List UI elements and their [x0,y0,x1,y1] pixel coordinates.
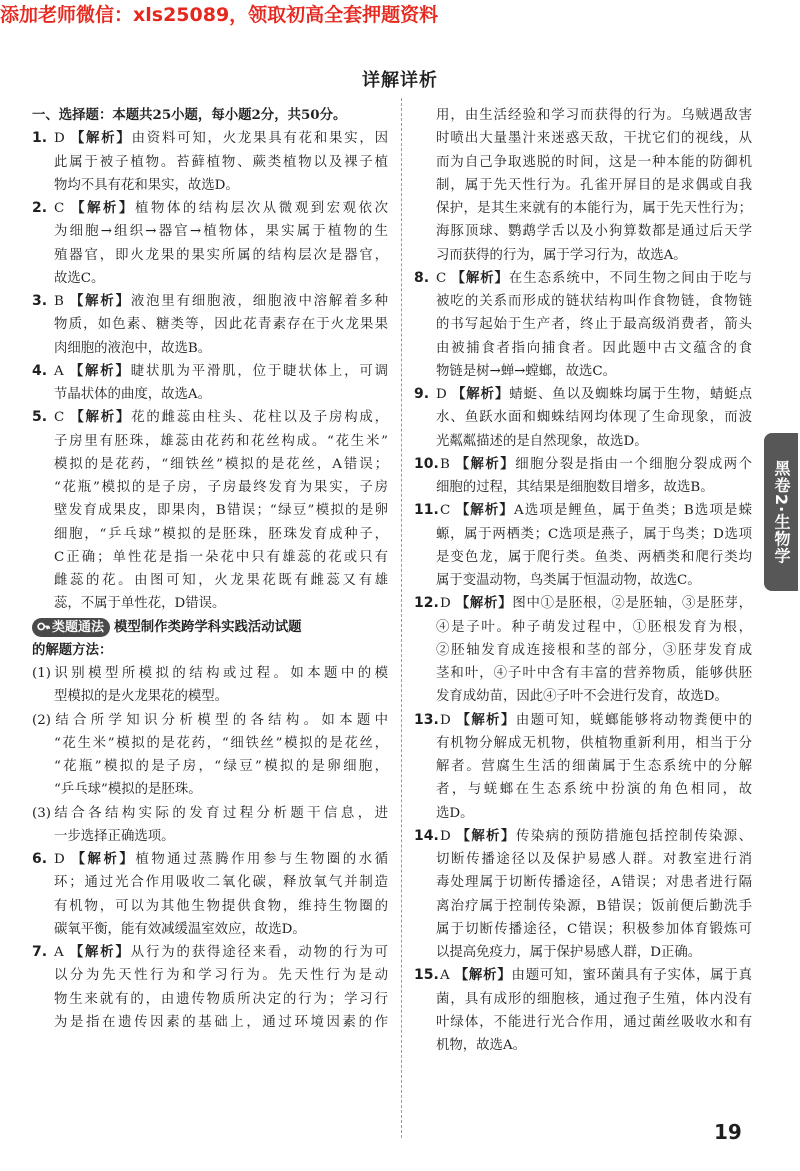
answer: D [440,828,451,844]
text-line: 螈，属于两栖类；C选项是燕子，属于鸟类；D选项 [436,526,752,542]
text-line: ④是子叶。种子萌发过程中，①胚根发育为根， [436,619,752,635]
text-line: ②胚轴发育成连接根和茎的部分，③胚芽发育成 [436,642,752,658]
question-15: 15.A 【解析】由题可知，蜜环菌具有子实体，属于真 [414,964,752,987]
question-8: 8. C 【解析】在生态系统中，不同生物之间由于吃与 [414,267,752,290]
text-line: 细胞的过程，其结果是细胞数目增多，故选B。 [436,480,714,495]
analysis-tag: 【解析】 [71,851,136,867]
text-line: 茎和叶，④子叶中含有丰富的营养物质，能够供胚 [436,666,752,681]
analysis-tag: 【解析】 [69,293,131,309]
analysis-tag: 【解析】 [71,200,135,216]
text-line: (3)结合各结构实际的发育过程分析题干信息，进 [32,805,388,821]
text-line: 为细胞→组织→器官→植物体，果实属于植物的生 [54,224,388,240]
text-line: 离治疗属于控制传染源，B错误；饭前便后勤洗手 [436,898,752,914]
text-line: 菌，具有成形的细胞核，通过孢子生殖，体内没有 [436,991,752,1007]
analysis-tag: 【解析】 [451,269,509,286]
text-line: 物生来就有的，由遗传物质所决定的行为；学习行 [54,991,388,1007]
text-line: 环；通过光合作用吸收二氧化碳，释放氧气并制造 [54,875,388,891]
method-title: 模型制作类跨学科实践活动试题 [114,618,302,635]
question-number: 14. [414,827,439,844]
question-number: 8. [414,269,430,286]
text-line: 为是指在遗传因素的基础上，通过环境因素的作 [54,1014,388,1030]
question-number: 12. [414,595,439,612]
text-line: 水、鱼跃水面和蜘蛛结网均体现了生命现象，而波 [436,410,752,426]
text-line: 被吃的关系而形成的链状结构叫作食物链，食物链 [436,294,752,309]
answer: D [440,596,451,612]
page-number: 19 [714,1120,742,1144]
text-line: 有机物，可以为其他生物提供食物，维持生物圈的 [54,898,388,914]
answer: A [54,945,64,960]
text-line: “花瓶”模拟的是子房，子房最终发育为果实，子房 [54,480,388,495]
question-number: 2. [32,200,48,216]
answer: D [440,712,451,728]
question-10: 10.B 【解析】细胞分裂是指由一个细胞分裂成两个 [414,453,752,476]
page-title: 详解详析 [362,70,438,91]
text-line: 海豚顶球、鹦鹉学舌以及小狗算数都是通过后天学 [436,224,752,240]
question-number: 13. [414,711,439,728]
analysis-tag: 【解析】 [70,409,132,426]
answer: C [54,410,65,426]
text-line: 用，由生活经验和学习而获得的行为。乌贼遇敌害 [436,108,752,123]
question-11: 11.C 【解析】A选项是鲤鱼，属于鱼类；B选项是蝾 [414,499,752,522]
right-column [414,104,752,1057]
analysis-tag: 【解析】 [454,967,512,984]
answer: D [436,387,447,402]
text-line: 以提高免疫力，属于保护易感人群，D正确。 [436,945,702,960]
method-badge: 类题通法 [32,618,110,637]
text-line: 型模拟的是火龙果花的模型。 [54,689,229,705]
answer: C [54,201,65,216]
text-line: “乒乓球”模拟的是胚珠。 [54,782,202,798]
text-line: (2)结合所学知识分析模型的各结构。如本题中 [32,712,388,728]
method-box-heading [32,616,388,639]
analysis-tag: 【解析】 [456,827,516,844]
text-line: 有机物分解成无机物，供植物重新利用，相当于分 [436,735,752,751]
text-line: 的书写起始于生产者，终止于最高级消费者，箭头 [436,317,752,333]
text-line: 模拟的是花药，“细铁丝”模拟的是花丝，A错误； [54,456,388,472]
answer: B [440,456,450,472]
question-3: 3. B 【解析】液泡里有细胞液，细胞液中溶解着多种 [32,290,388,313]
analysis-tag: 【解析】 [455,595,513,612]
section-heading: 一、选择题：本题共25小题，每小题2分，共50分。 [32,107,347,123]
text-line: 以分为先天性行为和学习行为。先天性行为是动 [54,968,388,984]
key-icon [37,620,50,633]
text-line: 殖器官，即火龙果的果实所属的结构层次是器官， [54,247,388,263]
text-line: 子房里有胚珠，雄蕊由花药和花丝构成。“花生米” [54,433,388,449]
text-line: 肉细胞的液泡中，故选B。 [54,340,212,356]
text-line: C正确；单性花是指一朵花中只有雄蕊的花或只有 [54,549,388,565]
analysis-tag: 【解析】 [455,455,516,472]
method-title-cont: 的解题方法： [32,641,113,658]
analysis-tag: 【解析】 [70,130,132,147]
question-5: 5. C 【解析】花的雌蕊由柱头、花柱以及子房构成， [32,406,388,429]
question-number: 1. [32,130,48,147]
question-number: 6. [32,851,48,867]
analysis-tag: 【解析】 [455,502,514,519]
question-number: 11. [414,502,439,519]
text-line: 制，属于先天性行为。孔雀开屏目的是求偶或自我 [436,177,752,193]
text-line: 雌蕊的花。由图可知，火龙果花既有雌蕊又有雄 [54,573,388,588]
question-1: 1. D 【解析】由资料可知，火龙果具有花和果实，因 [32,127,388,150]
text-line: 节晶状体的曲度，故选A。 [54,387,211,402]
text-line: 者，与蜣螂在生态系统中扮演的角色相同，故 [436,782,752,798]
answer: D [54,852,65,867]
text-line: 而为自己争取逃脱的时间，这是一种本能的防御机 [436,154,752,170]
text-line: 细胞，“乒乓球”模拟的是胚珠，胚珠发育成种子， [54,526,388,542]
analysis-tag: 【解析】 [451,386,510,402]
text-line: 一步选择正确选项。 [54,828,175,844]
left-column [32,104,388,1034]
question-number: 5. [32,409,48,426]
question-6: 6. D 【解析】植物通过蒸腾作用参与生物圈的水循 [32,848,388,871]
text-line: 物质，如色素、糖类等，因此花青素存在于火龙果果 [54,317,388,333]
text-line: 属于切断传播途径，C错误；积极参加体育锻炼可 [436,921,752,937]
answer: C [440,503,451,519]
question-number: 9. [414,386,430,402]
text-line: (1)识别模型所模拟的结构或过程。如本题中的模 [32,666,388,681]
text-line: 碳氧平衡，能有效减缓温室效应，故选D。 [54,921,306,937]
question-7: 7. A 【解析】从行为的获得途径来看，动物的行为可 [32,941,388,964]
answer: A [54,363,64,379]
text-line: 故选C。 [54,270,105,286]
question-9: 9. D 【解析】蜻蜓、鱼以及蜘蛛均属于生物，蜻蜓点 [414,383,752,406]
text-line: 时喷出大量墨汁来迷惑天敌，干扰它们的视线，从 [436,131,752,147]
column-divider [401,98,402,1138]
text-line: 物均不具有花和果实，故选D。 [54,177,239,193]
header-note: 添加老师微信：xls25089，领取初高全套押题资料 [0,4,439,26]
text-line: 发育成幼苗，因此④子叶不会进行发育，故选D。 [436,689,728,705]
text-line: 习而获得的行为，属于学习行为，故选A。 [436,247,687,263]
text-line: 机物，故选A。 [436,1038,527,1053]
question-number: 4. [32,362,48,379]
text-line: 选D。 [436,805,474,821]
question-2: 2. C 【解析】植物体的结构层次从微观到宏观依次 [32,197,388,220]
answer: B [54,294,64,309]
text-line: 毒处理属于切断传播途径，A错误；对患者进行隔 [436,875,752,891]
question-12: 12.D 【解析】图中①是胚根，②是胚轴，③是胚芽， [414,592,752,615]
text-line: “花生米”模拟的是花药，“细铁丝”模拟的是花丝， [54,735,388,751]
question-number: 7. [32,944,48,960]
analysis-tag: 【解析】 [69,362,131,379]
answer: D [54,131,65,147]
text-line: 切断传播途径以及保护易感人群。对教室进行消 [436,852,752,867]
text-line: 此属于被子植物。苔藓植物、蕨类植物以及裸子植 [54,154,388,170]
question-13: 13.D 【解析】由题可知，蜣螂能够将动物粪便中的 [414,709,752,732]
question-14: 14.D 【解析】传染病的预防措施包括控制传染源、 [414,825,752,848]
analysis-tag: 【解析】 [69,944,131,960]
question-number: 3. [32,293,48,309]
text-line: “花瓶”模拟的是子房，“绿豆”模拟的是卵细胞， [54,759,388,774]
text-line: 光粼粼描述的是自然现象，故选D。 [436,433,648,449]
text-line: 是变色龙，属于爬行类。鱼类、两栖类和爬行类均 [436,549,752,565]
answer: A [440,968,450,984]
answer: C [436,270,447,286]
text-line: 由被捕食者指向捕食者。因此题中古文蕴含的食 [436,340,752,356]
text-line: 解者。营腐生生活的细菌属于生态系统中的分解 [436,759,752,774]
text-line: 物链是树→蝉→螳螂，故选C。 [436,363,616,379]
analysis-tag: 【解析】 [456,711,516,728]
text-line: 蕊，不属于单性花，D错误。 [54,596,226,612]
question-4: 4. A 【解析】睫状肌为平滑肌，位于睫状体上，可调 [32,360,388,383]
text-line: 叶绿体，不能进行光合作用，通过菌丝吸收水和有 [436,1014,752,1030]
question-number: 15. [414,967,439,984]
text-line: 属于变温动物，鸟类属于恒温动物，故选C。 [436,573,701,588]
side-tab: 黑卷2·生物学 [764,433,798,591]
text-line: 壁发育成果皮，即果肉，B错误；“绿豆”模拟的是卵 [54,503,388,519]
text-line: 保护，是其生来就有的本能行为，属于先天性行为； [436,201,752,216]
question-number: 10. [414,455,439,472]
